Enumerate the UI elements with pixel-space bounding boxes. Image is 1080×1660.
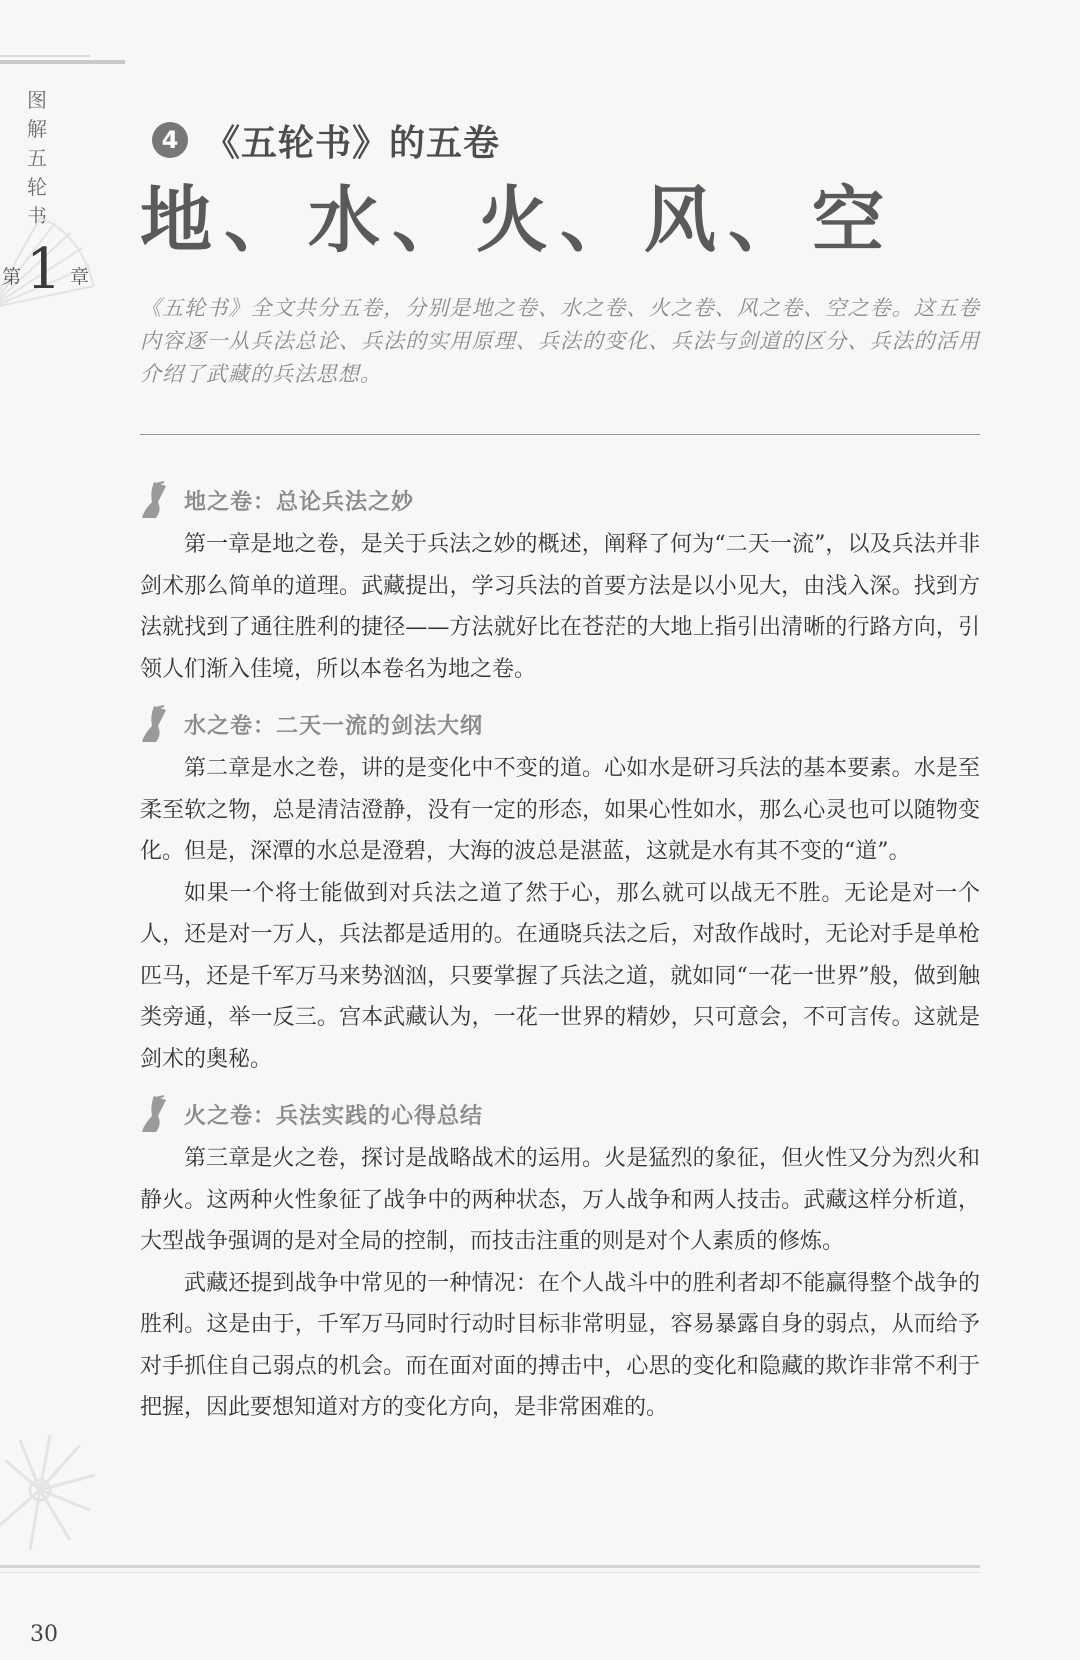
book-title-char: 图 bbox=[27, 88, 47, 112]
top-decorative-rule bbox=[0, 60, 125, 64]
section-paragraph: 第三章是火之卷，探讨是战略战术的运用。火是猛烈的象征，但火性又分为烈火和静火。这两种火性象征了战争中的两种状态，万人战争和两人技击。武藏这样分析道，大型战争强调的是对全局的控制，而技击注重的则是对个人素质的修炼。 bbox=[140, 1146, 980, 1254]
intro-paragraph: 《五轮书》全文共分五卷，分别是地之卷、水之卷、火之卷、风之卷、空之卷。这五卷内容逐一从兵法总论、兵法的实用原理、兵法的变化、兵法与剑道的区分、兵法的活用介绍了武藏的兵法思想。 bbox=[140, 296, 980, 386]
footer-rule-thin bbox=[0, 1572, 980, 1573]
section-paragraph: 如果一个将士能做到对兵法之道了然于心，那么就可以战无不胜。无论是对一个人，还是对一万人，兵法都是适用的。在通晓兵法之后，对敌作战时，无论对手是单枪匹马，还是千军万马来势汹汹，只要掌握了兵法之道，就如同“一花一世界”般，做到触类旁通，举一反三。宫本武藏认为，一花一世界的精妙，只可意会，不可言传。这就是剑术的奥秘。 bbox=[140, 880, 980, 1072]
book-title-char: 书 bbox=[27, 204, 47, 228]
book-title-char: 五 bbox=[27, 146, 47, 170]
intro-divider bbox=[140, 434, 980, 435]
content-body bbox=[140, 478, 980, 1433]
book-title-char: 解 bbox=[27, 117, 47, 141]
page-number: 30 bbox=[30, 1622, 58, 1647]
book-title-char: 轮 bbox=[27, 175, 47, 199]
chapter-prefix: 第 bbox=[2, 266, 22, 288]
chapter-suffix: 章 bbox=[70, 266, 90, 288]
section-earth bbox=[140, 478, 980, 690]
section-paragraph: 第二章是水之卷，讲的是变化中不变的道。心如水是研习兵法的基本要素。水是至柔至软之物，总是清洁澄静，没有一定的形态，如果心性如水，那么心灵也可以随物变化。但是，深潭的水总是澄碧，大海的波总是湛蓝，这就是水有其不变的“道”。 bbox=[140, 756, 980, 864]
footer-rule bbox=[0, 1565, 980, 1568]
section-title: 火之卷：兵法实践的心得总结 bbox=[184, 1103, 484, 1129]
section-title: 地之卷：总论兵法之妙 bbox=[184, 489, 415, 515]
section-title: 水之卷：二天一流的剑法大纲 bbox=[184, 713, 484, 739]
chrysanthemum-icon bbox=[0, 1430, 110, 1560]
chapter-marker bbox=[0, 238, 100, 308]
section-fire bbox=[140, 1092, 980, 1429]
section-subheading bbox=[152, 110, 500, 170]
crane-brush-icon bbox=[140, 1094, 170, 1134]
section-subtitle: 《五轮书》的五卷 bbox=[204, 121, 501, 164]
page-title: 地、水、火、风、空 bbox=[140, 177, 897, 262]
crane-brush-icon bbox=[140, 704, 170, 744]
section-heading bbox=[140, 1092, 980, 1136]
crane-brush-icon bbox=[140, 480, 170, 520]
top-decorative-rule-thin bbox=[0, 55, 90, 57]
section-heading bbox=[140, 478, 980, 522]
section-number-badge: 4 bbox=[152, 122, 188, 158]
section-paragraph: 武藏还提到战争中常见的一种情况：在个人战斗中的胜利者却不能赢得整个战争的胜利。这是由于，千军万马同时行动时目标非常明显，容易暴露自身的弱点，从而给予对手抓住自己弱点的机会。而在面对面的搏击中，心思的变化和隐藏的欺诈非常不利于把握，因此要想知道对方的变化方向，是非常困难的。 bbox=[140, 1270, 980, 1420]
section-paragraph: 第一章是地之卷，是关于兵法之妙的概述，阐释了何为“二天一流”，以及兵法并非剑术那么简单的道理。武藏提出，学习兵法的首要方法是以小见大，由浅入深。找到方法就找到了通往胜利的捷径——方法就好比在苍茫的大地上指引出清晰的行路方向，引领人们渐入佳境，所以本卷名为地之卷。 bbox=[140, 532, 980, 682]
section-water bbox=[140, 702, 980, 1080]
chapter-number: 1 bbox=[26, 237, 62, 302]
section-heading bbox=[140, 702, 980, 746]
